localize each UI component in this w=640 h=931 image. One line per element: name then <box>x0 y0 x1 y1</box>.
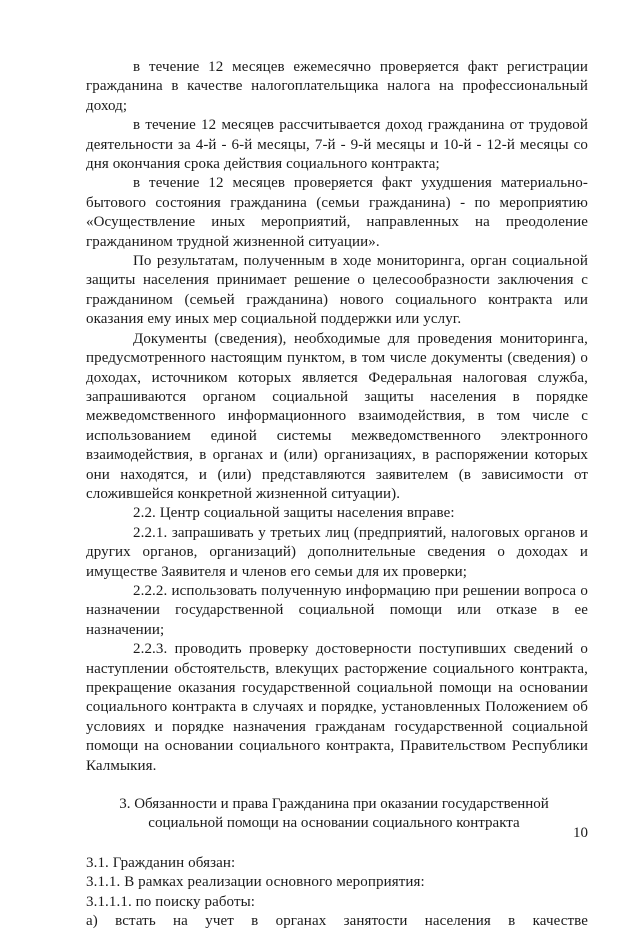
paragraph-2-2-3: 2.2.3. проводить проверку достоверности поступивших сведений о наступлении обстоятельств, влекущих расторжение социального контракта, прекращение оказания государственной социальной помощи на основании социального контракта в случаях и порядке, установленных Положением об условиях и порядке назначения гражданам государственной социальной помощи на основании социального контракта, Правительством Республики Калмыкия. <box>86 641 588 774</box>
paragraph-3-1-1-1: 3.1.1.1. по поиску работы: <box>86 893 256 910</box>
paragraph-3: в течение 12 месяцев проверяется факт ухудшения материально-бытового состояния гражданина (семьи гражданина) - по мероприятию «Осуществление иных мероприятий, направленных на преодоление гражданином трудной жизненной ситуации». <box>86 175 588 250</box>
paragraph-2-2-2: 2.2.2. использовать полученную информацию при решении вопроса о назначении государственной социальной помощи или отказе в ее назначении; <box>86 582 588 638</box>
paragraph-3-1: 3.1. Гражданин обязан: <box>86 854 236 871</box>
paragraph-3-1-1-1-a: а) встать на учет в органах занятости населения в качестве <box>86 913 588 930</box>
paragraph-1: в течение 12 месяцев ежемесячно проверяется факт регистрации гражданина в качестве налогоплательщика налога на профессиональный доход; <box>86 59 588 114</box>
paragraph-2-2-1: 2.2.1. запрашивать у третьих лиц (предприятий, налоговых органов и других органов, организаций) дополнительные сведения о доходах и имуществе Заявителя и членов его семьи для их проверки; <box>86 524 588 580</box>
paragraph-2: в течение 12 месяцев рассчитывается доход гражданина от трудовой деятельности за 4-й - 6-й месяцы, 7-й - 9-й месяцы и 10-й - 12-й месяцы со дня окончания срока действия социального контракта; <box>86 117 588 173</box>
paragraph-2-2: 2.2. Центр социальной защиты населения вправе: <box>133 505 455 522</box>
paragraph-3-1-1: 3.1.1. В рамках реализации основного мероприятия: <box>86 874 425 891</box>
paragraph-5: Документы (сведения), необходимые для проведения мониторинга, предусмотренного настоящим пунктом, в том числе документы (сведения) о доходах, источником которых является Федеральная налоговая служба, запрашиваются органом социальной защиты населения в порядке межведомственного информационного взаимодействия, в том числе с использованием единой системы межведомственного электронного взаимодействия, в органах и (или) организациях, в распоряжении которых они находятся, и (или) представляются заявителем (в зависимости от сложившейся конкретной жизненной ситуации). <box>86 330 588 502</box>
section-heading: 3. Обязанности и права Гражданина при оказании государственной социальной помощи на основании социального контракта <box>119 796 549 832</box>
page-number: 10 <box>573 825 588 841</box>
paragraph-4: По результатам, полученным в ходе мониторинга, орган социальной защиты населения принимает решение о целесообразности заключения с гражданином (семьей гражданина) нового социального контракта или оказания ему иных мер социальной поддержки или услуг. <box>86 253 588 328</box>
